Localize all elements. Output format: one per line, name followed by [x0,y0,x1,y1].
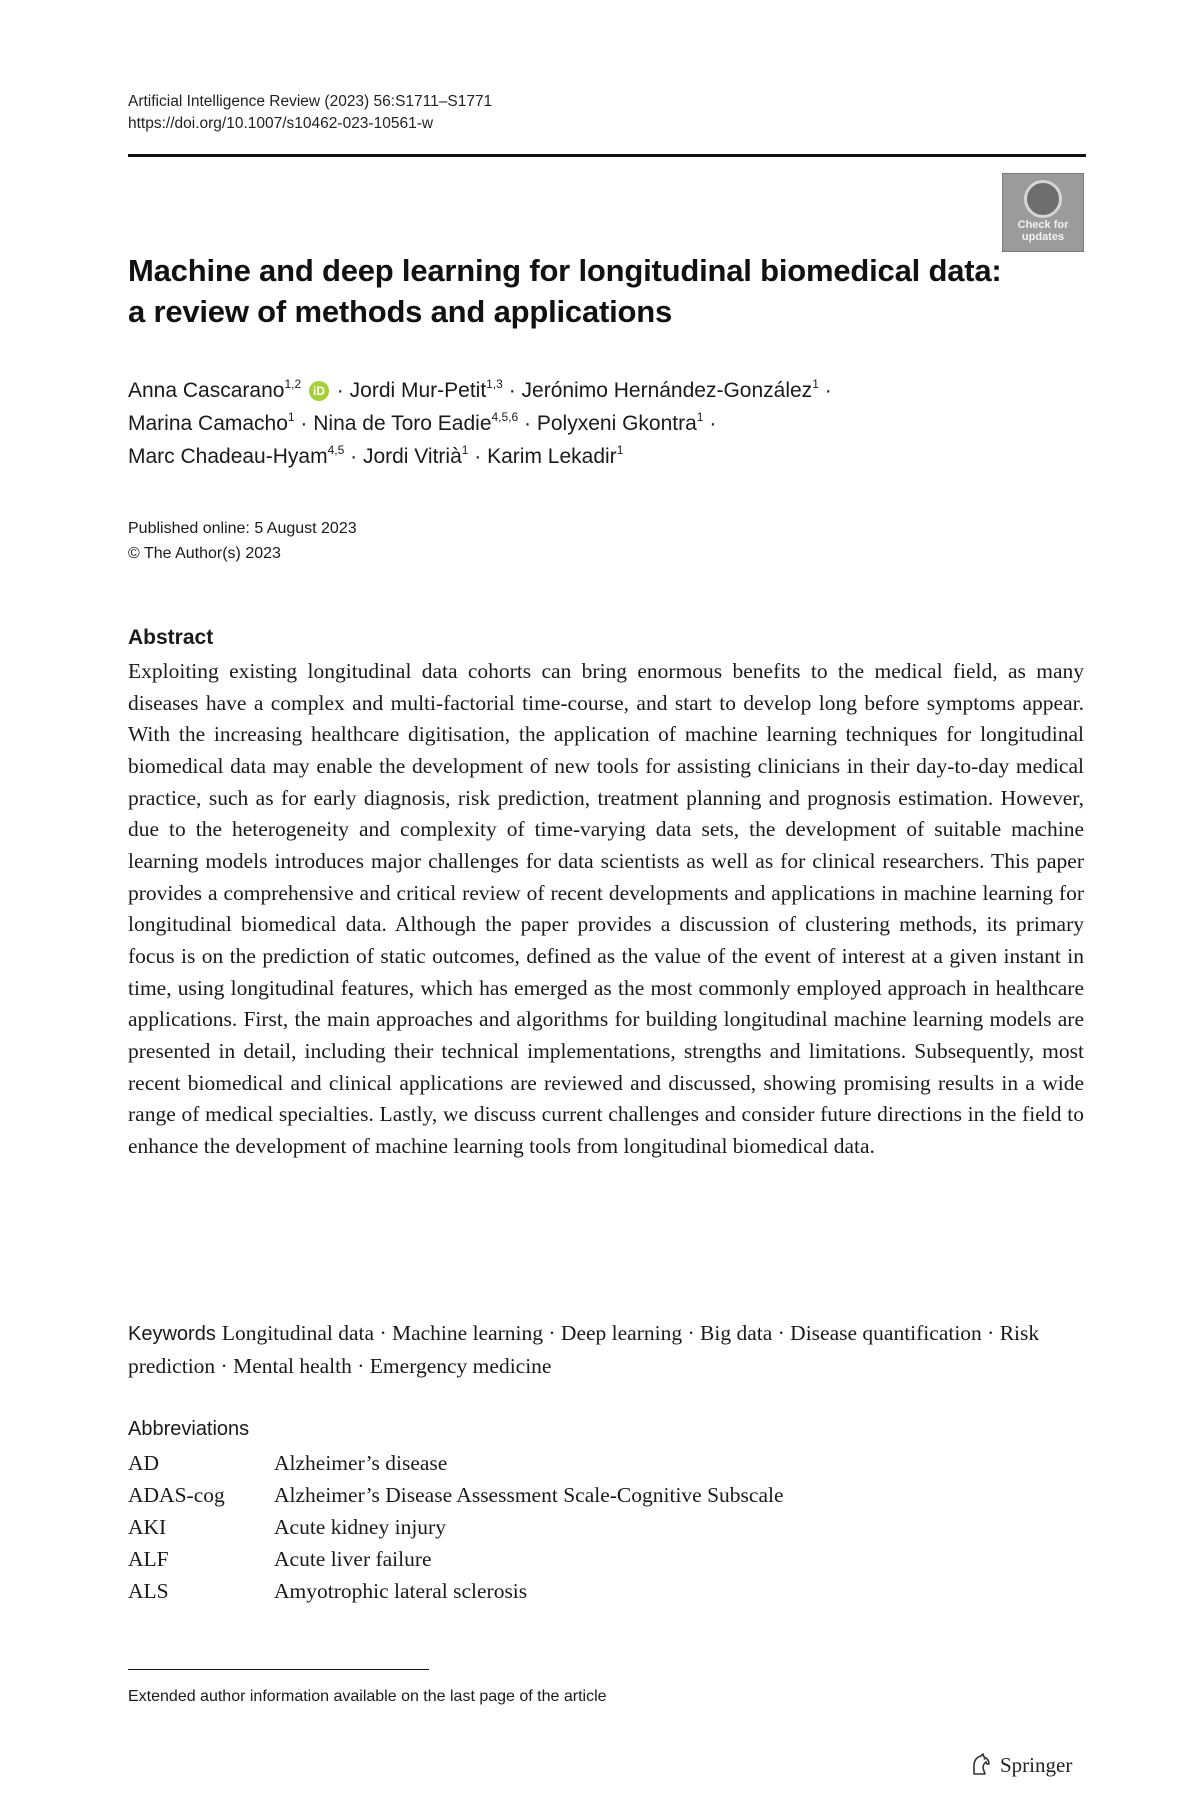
keywords-block [128,1318,1084,1382]
abbreviation-code: AKI [128,1514,167,1539]
author-name[interactable]: Nina de Toro Eadie [313,412,492,435]
table-row [128,1543,784,1575]
abbreviations-table [128,1448,784,1607]
crossmark-icon [1024,180,1062,218]
article-title [128,250,1008,332]
footnote-text: Extended author information available on the last page of the article [128,1688,607,1705]
abbreviation-code: AD [128,1451,160,1476]
table-row [128,1480,784,1512]
table-row [128,1575,784,1607]
table-row [128,1448,784,1480]
author-affiliation: 4,5,6 [491,410,519,424]
author-affiliation: 1 [461,443,469,457]
journal-header [128,91,492,135]
author-line-1: Anna Cascarano$^{1,2}$ iD · Jordi Mur-Petit$^{1,3}$ · Jerónimo Hernández-González$^1$ · [128,377,832,402]
footnote-rule [128,1669,429,1670]
author-affiliation: 4,5 [327,443,345,457]
title-line-2: a review of methods and applications [128,294,673,329]
abbreviation-meaning: Alzheimer’s Disease Assessment Scale-Cognitive Subscale [274,1483,784,1508]
header-rule [128,154,1086,157]
keywords-text: Longitudinal data · Machine learning · Deep learning · Big data · Disease quantification · Risk prediction · Mental health · Emergency medicine [128,1321,1040,1378]
table-row [128,1512,784,1544]
author-affiliation: 1,3 [486,377,503,391]
author-name[interactable]: Marina Camacho [128,412,288,435]
journal-citation: Artificial Intelligence Review (2023) 56:S1711–S1771 [128,93,493,110]
abbreviation-meaning: Amyotrophic lateral sclerosis [274,1578,528,1603]
abbreviation-meaning: Acute kidney injury [274,1514,446,1539]
author-affiliation: 1 [616,443,624,457]
springer-horse-icon [968,1752,994,1778]
orcid-icon[interactable]: iD [309,381,329,401]
springer-logo [968,1752,1072,1778]
abbreviation-code: ALS [128,1578,169,1603]
author-name[interactable]: Jordi Vitrià [362,445,462,468]
abbreviation-meaning: Acute liver failure [274,1546,432,1571]
abbreviation-code: ALF [128,1546,169,1571]
keywords-label: Keywords [128,1323,216,1345]
author-name[interactable]: Marc Chadeau-Hyam [128,445,328,468]
abstract-heading: Abstract [128,626,214,649]
author-line-2: Marina Camacho$^1$ · Nina de Toro Eadie$^{4,5,6}$ · Polyxeni Gkontra$^1$ · [128,410,717,435]
author-name[interactable]: Karim Lekadir [487,445,617,468]
author-affiliation: 1 [696,410,704,424]
copyright-notice: © The Author(s) 2023 [128,545,281,562]
check-for-updates-badge[interactable] [1002,173,1084,252]
author-name[interactable]: Jordi Mur-Petit [349,379,487,402]
published-date: Published online: 5 August 2023 [128,520,357,537]
author-affiliation: 1 [812,377,819,391]
abbreviation-meaning: Alzheimer’s disease [274,1451,448,1476]
abbreviation-code: ADAS-cog [128,1483,225,1508]
publication-info [128,516,357,566]
author-name[interactable]: Polyxeni Gkontra [536,412,697,435]
check-for-updates-label: Check for updates [1017,219,1069,243]
author-affiliation: 1,2 [284,377,302,391]
doi-link[interactable]: https://doi.org/10.1007/s10462-023-10561-w [128,115,434,132]
author-name[interactable]: Anna Cascarano [128,379,285,402]
title-line-1: Machine and deep learning for longitudinal biomedical data: [128,253,1002,288]
author-list [128,374,1028,473]
author-affiliation: 1 [287,410,295,424]
abstract-text: Exploiting existing longitudinal data cohorts can bring enormous benefits to the medical field, as many diseases have a complex and multi-factorial time-course, and start to develop long before symptoms appear. With the increasing healthcare digitisation, the application of machine learning techniques for longitudinal biomedical data may enable the development of new tools for assisting clinicians in their day-to-day medical practice, such as for early diagnosis, risk prediction, treatment planning and prognosis estimation. However, due to the heterogeneity and complexity of time-varying data sets, the development of suitable machine learning models introduces major challenges for data scientists as well as for clinical researchers. This paper provides a comprehensive and critical review of recent developments and applications in machine learning for longitudinal biomedical data. Although the paper provides a discussion of clustering methods, its primary focus is on the prediction of static outcomes, defined as the value of the event of interest at a given instant in time, using longitudinal features, which has emerged as the most commonly employed approach in healthcare applications. First, the main approaches and algorithms for building longitudinal machine learning models are presented in detail, including their technical implementations, strengths and limitations. Subsequently, most recent biomedical and clinical applications are reviewed and discussed, showing promising results in a wide range of medical specialties. Lastly, we discuss current challenges and consider future directions in the field to enhance the development of machine learning tools from longitudinal biomedical data. [128,659,1084,1158]
author-line-3: Marc Chadeau-Hyam$^{4,5}$ · Jordi Vitrià$^1$ · Karim Lekadir$^1$ [128,443,624,468]
publisher-name: Springer [1000,1752,1073,1777]
abbreviations-heading: Abbreviations [128,1418,250,1440]
author-name[interactable]: Jerónimo Hernández-González [521,379,813,402]
